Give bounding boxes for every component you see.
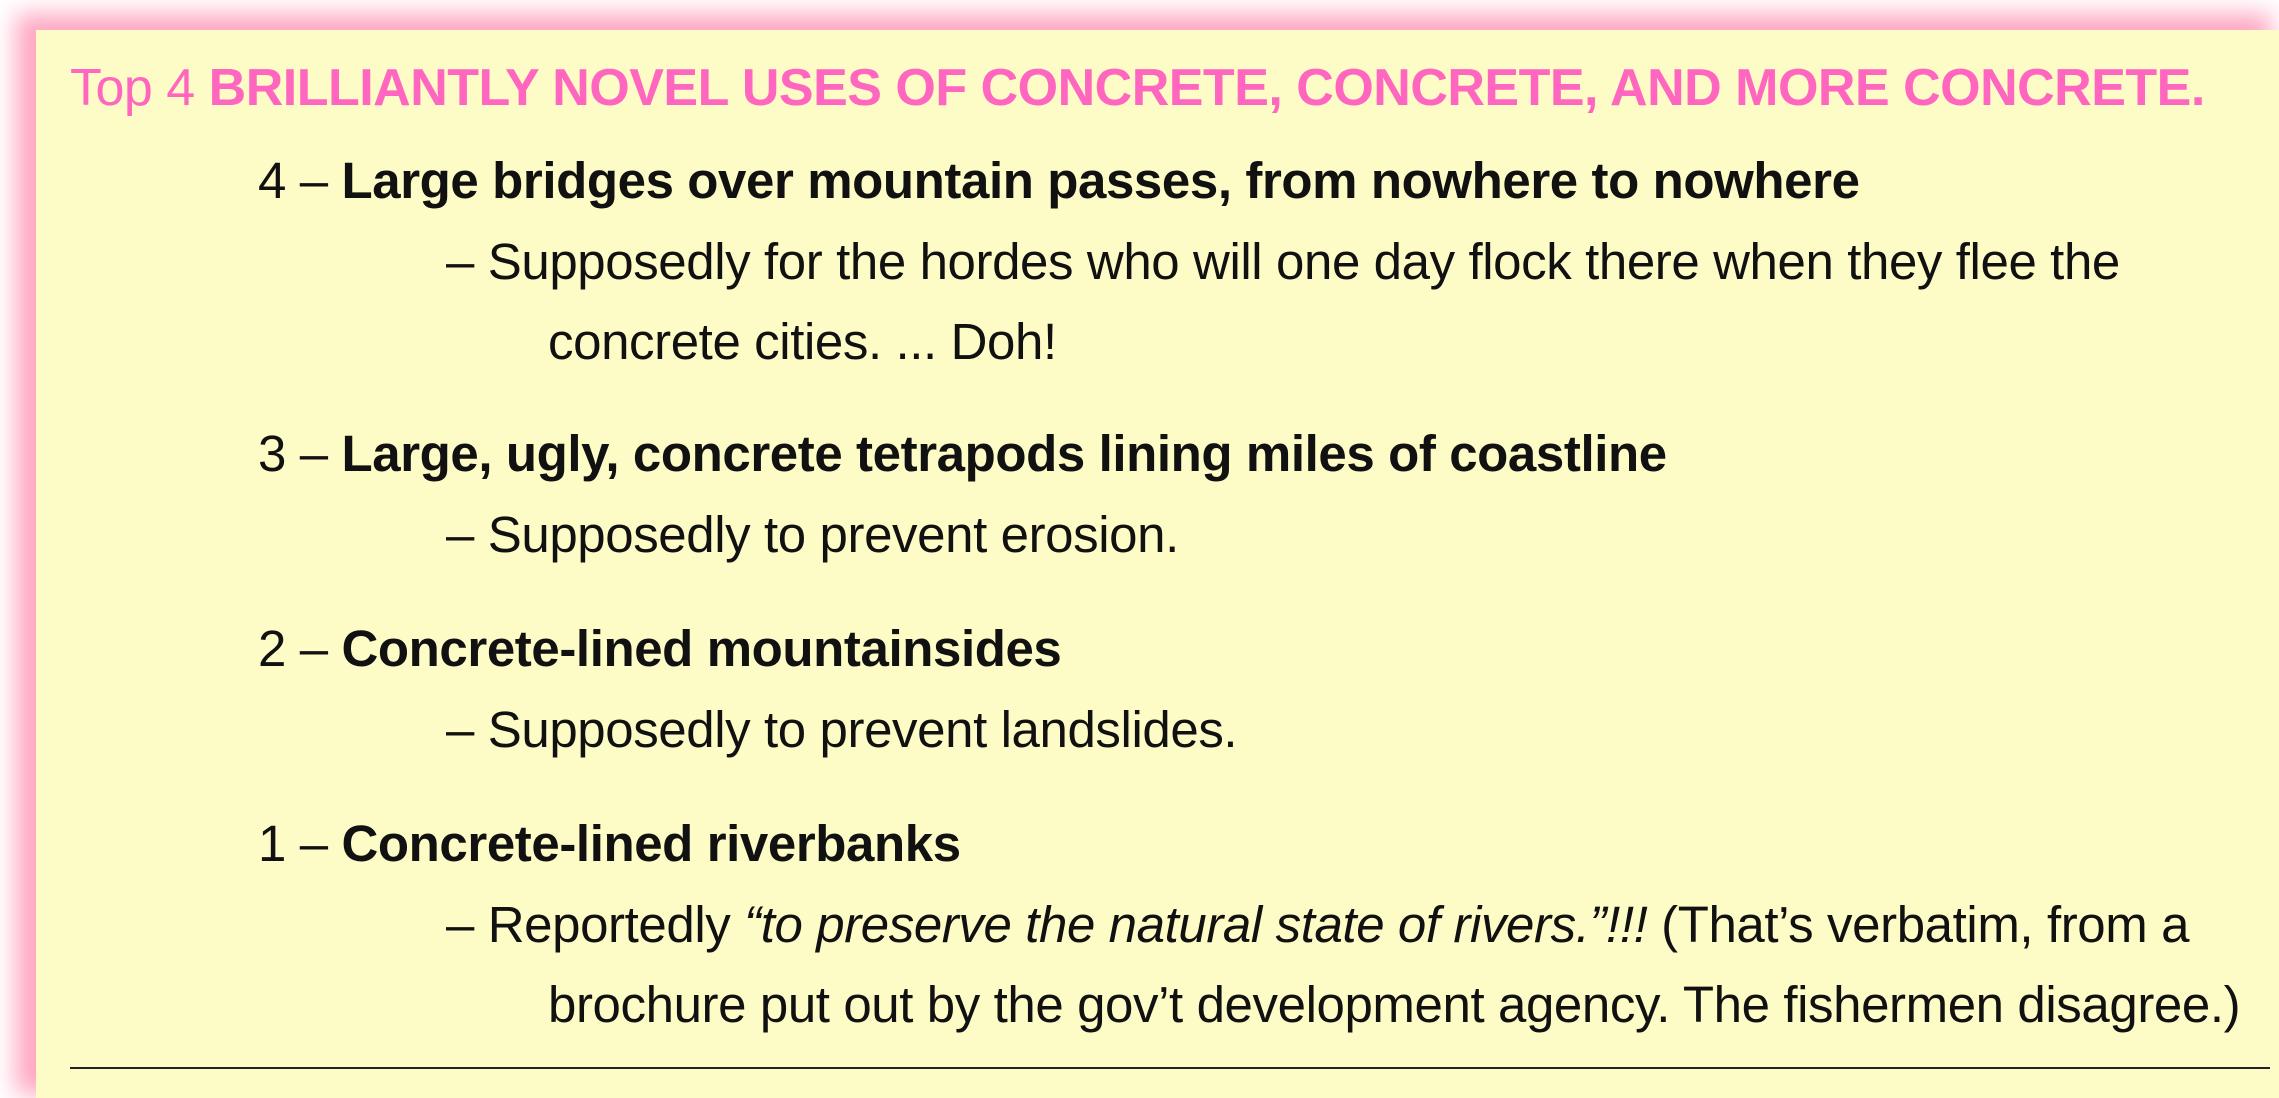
item-heading	[258, 152, 1860, 209]
item-note	[446, 690, 1237, 770]
bottom-divider	[70, 1067, 2270, 1069]
item-heading-text: Large bridges over mountain passes, from nowhere to nowhere	[341, 152, 1860, 209]
item-note-continuation: brochure put out by the gov’t development agency. The fishermen disagree.)	[548, 976, 2241, 1033]
item-separator: –	[285, 425, 342, 482]
item-separator: –	[285, 620, 342, 677]
item-note	[446, 222, 2120, 382]
item-number: 4	[258, 152, 286, 209]
page-title	[70, 59, 2205, 117]
item-number: 3	[258, 425, 286, 482]
item-heading	[258, 815, 961, 872]
title-bold-text: BRILLIANTLY NOVEL USES OF CONCRETE, CONCRETE, AND MORE CONCRETE.	[208, 59, 2205, 117]
item-heading-text: Concrete-lined riverbanks	[341, 815, 961, 872]
item-number: 2	[258, 620, 286, 677]
item-note	[446, 885, 2240, 1045]
title-prefix: Top 4	[70, 59, 209, 117]
item-separator: –	[285, 152, 342, 209]
item-heading-text: Large, ugly, concrete tetrapods lining miles of coastline	[341, 425, 1667, 482]
item-note-line: – Supposedly for the hordes who will one day flock there when they flee the	[446, 233, 2120, 290]
item-note-quote: “to preserve the natural state of rivers.”!!!	[744, 896, 1648, 953]
item-note-continuation: concrete cities. ... Doh!	[548, 313, 1057, 370]
item-note	[446, 495, 1179, 575]
item-note-post: (That’s verbatim, from a	[1647, 896, 2190, 953]
item-note-line	[446, 896, 2189, 953]
item-note-line: – Supposedly to prevent landslides.	[446, 701, 1238, 758]
item-heading	[258, 620, 1062, 677]
item-heading	[258, 425, 1667, 482]
item-number: 1	[258, 815, 286, 872]
item-heading-text: Concrete-lined mountainsides	[341, 620, 1062, 677]
item-separator: –	[285, 815, 342, 872]
item-note-pre: – Reportedly	[446, 896, 745, 953]
item-note-line: – Supposedly to prevent erosion.	[446, 506, 1179, 563]
